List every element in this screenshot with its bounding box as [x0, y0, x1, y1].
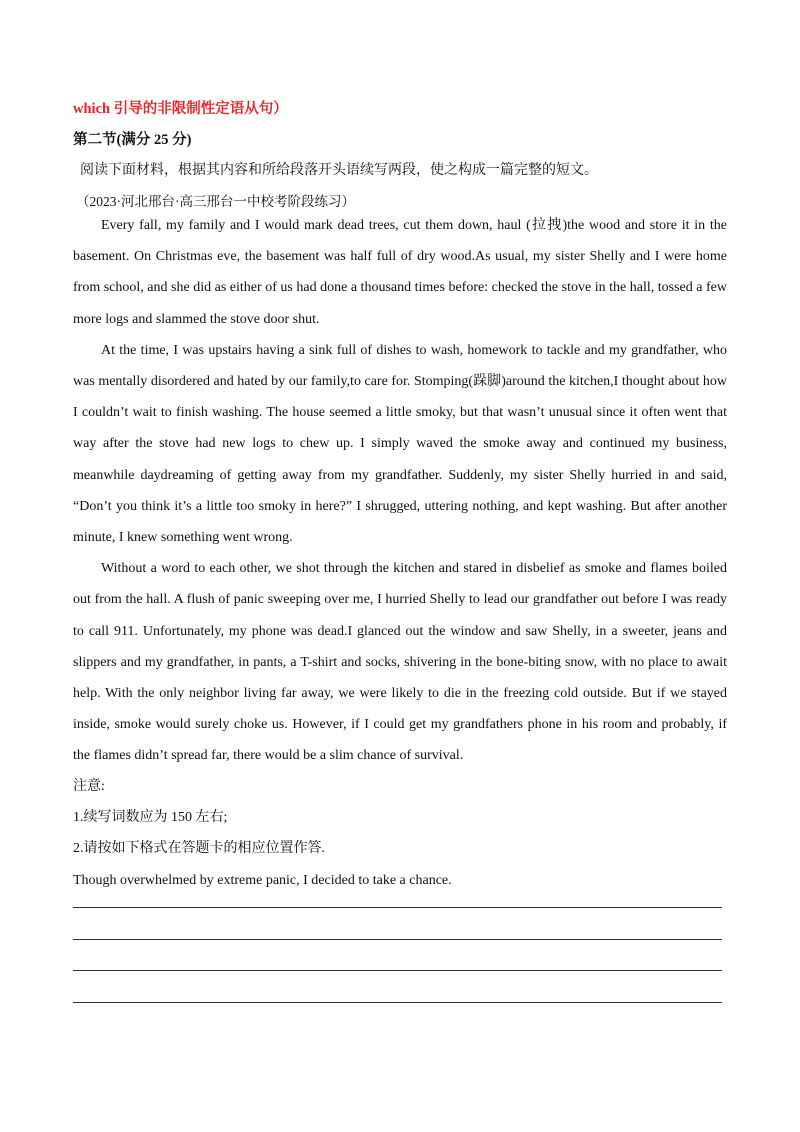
instruction-text: 阅读下面材料，根据其内容和所给段落开头语续写两段，使之构成一篇完整的短文。: [80, 163, 598, 178]
answer-line[interactable]: [73, 1002, 722, 1003]
answer-line[interactable]: [73, 939, 722, 940]
answer-line[interactable]: [73, 970, 722, 971]
reading-passage: [73, 210, 727, 772]
passage-paragraph-1: Every fall, my family and I would mark dead trees, cut them down, haul (拉拽)the wood and store it in the basement. On Christmas eve, the basement was half full of dry wood.As usual, my sister Shelly and I were home from school, and she did as either of us had done a thousand times before: checked the stove in the hall, tossed a few more logs and slammed the stove door shut.: [73, 218, 727, 327]
notes-heading: 注意:: [73, 779, 105, 794]
continuation-opening: Though overwhelmed by extreme panic, I decided to take a chance.: [73, 872, 452, 888]
note-item: 1.续写词数应为 150 左右;: [73, 810, 228, 826]
passage-paragraph-2: At the time, I was upstairs having a sink full of dishes to wash, homework to tackle and my grandfather, who was mentally disordered and hated by our family,to care for. Stomping(跺脚)around the kitchen,I thought about how I couldn’t wait to finish washing. The house seemed a little smoky, but that wasn’t unusual since it often went that way after the stove had new logs to chew up. I simply waved the smoke away and continued my business, meanwhile daydreaming of getting away from my grandfather. Suddenly, my sister Shelly hurried in and said, “Don’t you think it’s a little too smoky in here?” I shrugged, uttering nothing, and kept washing. But after another minute, I knew something went wrong.: [73, 342, 727, 546]
header-note: which 引导的非限制性定语从句）: [73, 101, 288, 117]
section-title: 第二节(满分 25 分): [73, 132, 192, 148]
answer-lines: [73, 907, 722, 1034]
notes-section: [73, 771, 452, 896]
source-citation: （2023·河北邢台·高三邢台一中校考阶段练习）: [76, 194, 355, 209]
passage-paragraph-3: Without a word to each other, we shot through the kitchen and stared in disbelief as smoke and flames boiled out from the hall. A flush of panic sweeping over me, I hurried Shelly to lead our grandfather out before I was ready to call 911. Unfortunately, my phone was dead.I glanced out the window and saw Shelly, in a sweeter, jeans and slippers and my grandfather, in pants, a T-shirt and socks, shivering in the bone-biting snow, with no place to await help. With the only neighbor living far away, we were likely to die in the freezing cold outside. But if we stayed inside, smoke would surely choke us. However, if I could get my grandfathers phone in his room and probably, if the flames didn’t spread far, there would be a slim chance of survival.: [73, 561, 727, 764]
note-item: 2.请按如下格式在答题卡的相应位置作答.: [73, 841, 325, 857]
answer-line[interactable]: [73, 907, 722, 908]
